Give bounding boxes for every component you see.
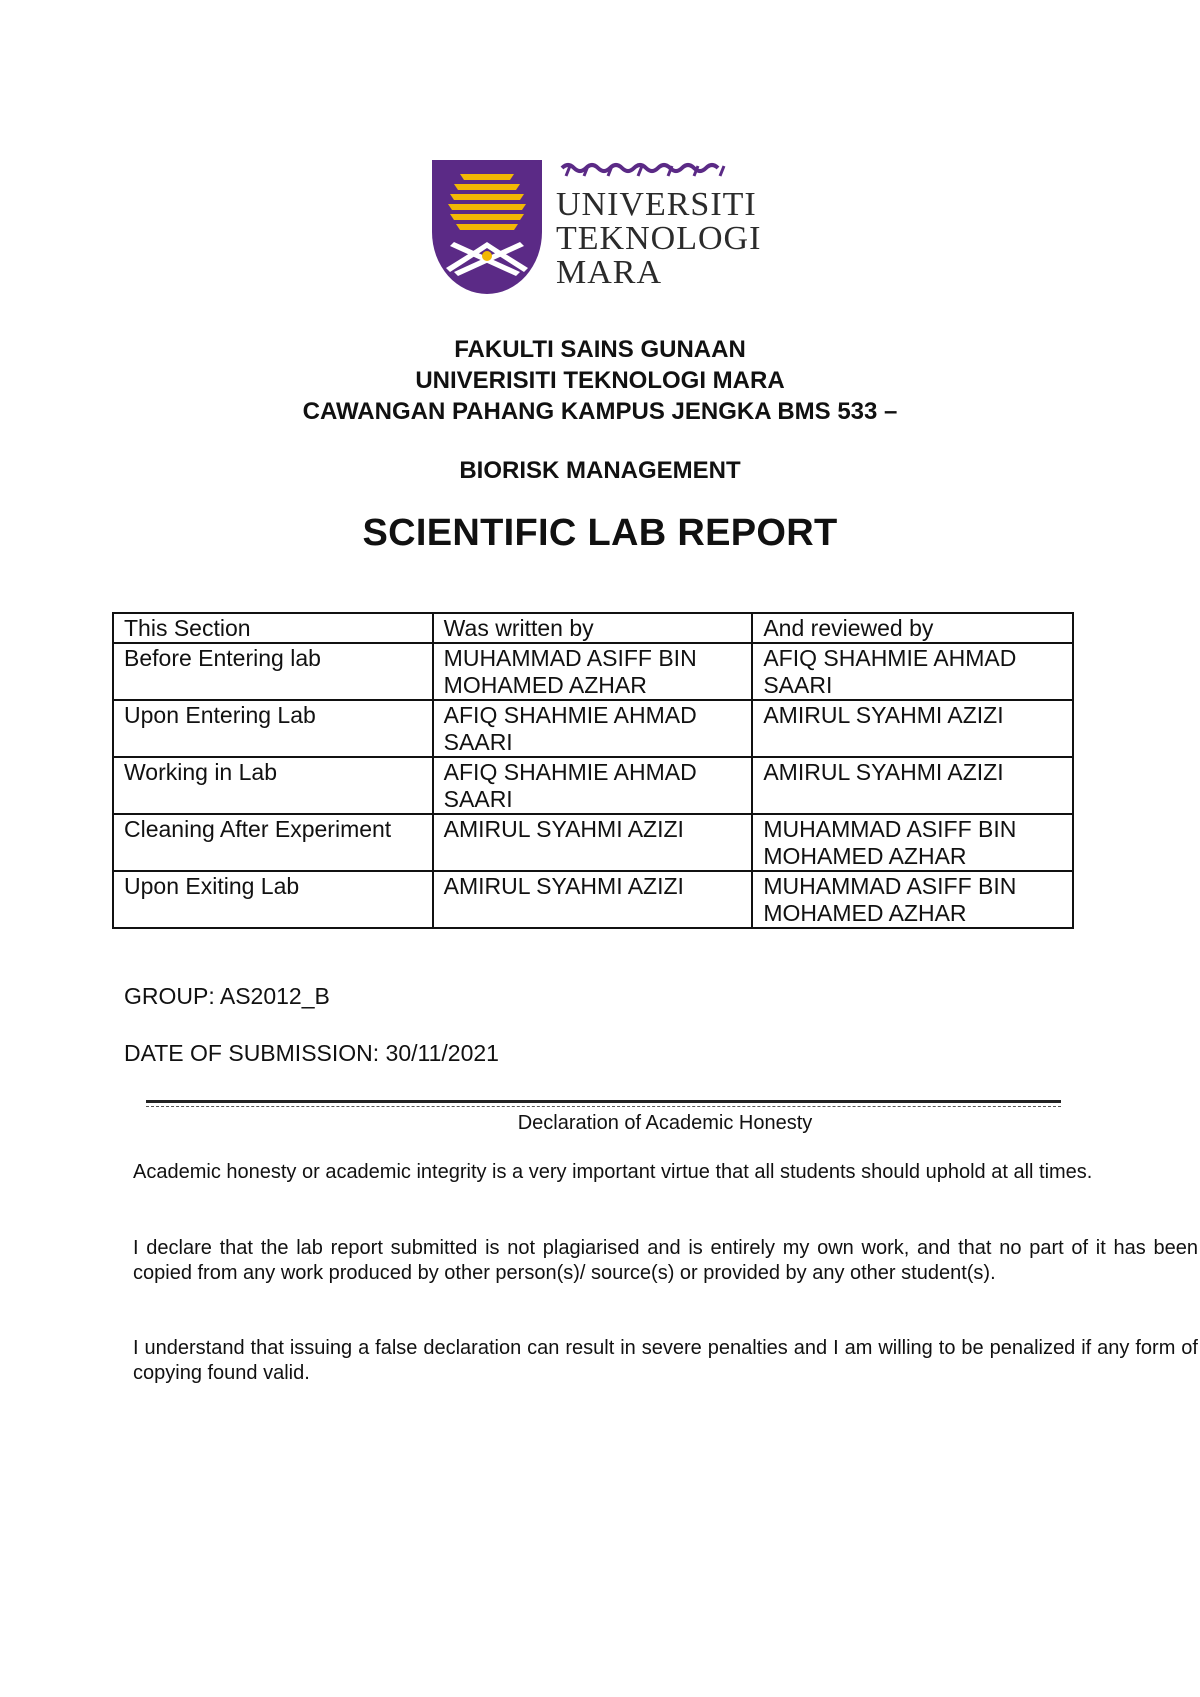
table-header-cell: And reviewed by xyxy=(752,613,1073,643)
university-name: UNIVERISITI TEKNOLOGI MARA xyxy=(415,367,785,394)
declaration-paragraph-1: Academic honesty or academic integrity is a very important virtue that all students should uphold at all times. xyxy=(133,1161,1093,1183)
writer-cell: AMIRUL SYAHMI AZIZI xyxy=(433,814,753,871)
table-row xyxy=(113,871,1073,928)
section-cell: Upon Exiting Lab xyxy=(113,871,433,928)
section-authors-table xyxy=(112,612,1074,929)
logo-wordmark-line3: MARA xyxy=(556,254,663,291)
writer-cell: MUHAMMAD ASIFF BIN MOHAMED AZHAR xyxy=(433,643,753,700)
reviewer-cell: AMIRUL SYAHMI AZIZI xyxy=(752,700,1073,757)
writer-cell: AMIRUL SYAHMI AZIZI xyxy=(433,871,753,928)
group-label: GROUP: AS2012_B xyxy=(124,983,330,1009)
table-row xyxy=(113,700,1073,757)
section-cell: Before Entering lab xyxy=(113,643,433,700)
section-cell: Upon Entering Lab xyxy=(113,700,433,757)
declaration-paragraph-3: I understand that issuing a false declaration can result in severe penalties and I am willing to be penalized if any form of copying found valid. xyxy=(133,1337,1198,1384)
declaration-title: Declaration of Academic Honesty xyxy=(517,1112,813,1134)
table-header-row xyxy=(113,613,1073,643)
section-cell: Working in Lab xyxy=(113,757,433,814)
faculty-heading xyxy=(0,334,1200,486)
writer-cell: AFIQ SHAHMIE AHMAD SAARI xyxy=(433,700,753,757)
divider-line xyxy=(146,1100,1061,1103)
writer-cell: AFIQ SHAHMIE AHMAD SAARI xyxy=(433,757,753,814)
campus-course-code: CAWANGAN PAHANG KAMPUS JENGKA BMS 533 – xyxy=(302,398,898,425)
logo-wordmark-line1: UNIVERSITI xyxy=(556,186,757,223)
section-cell: Cleaning After Experiment xyxy=(113,814,433,871)
submission-date: DATE OF SUBMISSION: 30/11/2021 xyxy=(124,1040,499,1066)
divider-dash-line xyxy=(146,1106,1061,1107)
faculty-name: FAKULTI SAINS GUNAAN xyxy=(454,336,746,363)
table-row xyxy=(113,814,1073,871)
logo-wordmark-line2: TEKNOLOGI xyxy=(556,220,762,257)
reviewer-cell: AFIQ SHAHMIE AHMAD SAARI xyxy=(752,643,1073,700)
university-logo xyxy=(432,160,762,300)
course-name: BIORISK MANAGEMENT xyxy=(459,457,741,484)
declaration-paragraph-2: I declare that the lab report submitted is not plagiarised and is entirely my own work, and that no part of it has been copied from any work produced by other person(s)/ source(s) or provided by any other student(s). xyxy=(133,1237,1198,1284)
table-row xyxy=(113,757,1073,814)
reviewer-cell: MUHAMMAD ASIFF BIN MOHAMED AZHAR xyxy=(752,814,1073,871)
table-header-cell: Was written by xyxy=(433,613,753,643)
table-header-cell: This Section xyxy=(113,613,433,643)
reviewer-cell: MUHAMMAD ASIFF BIN MOHAMED AZHAR xyxy=(752,871,1073,928)
logo-wordmark xyxy=(556,188,761,290)
logo-jawi-text xyxy=(556,160,756,161)
report-title: SCIENTIFIC LAB REPORT xyxy=(362,512,838,554)
reviewer-cell: AMIRUL SYAHMI AZIZI xyxy=(752,757,1073,814)
table-row xyxy=(113,643,1073,700)
